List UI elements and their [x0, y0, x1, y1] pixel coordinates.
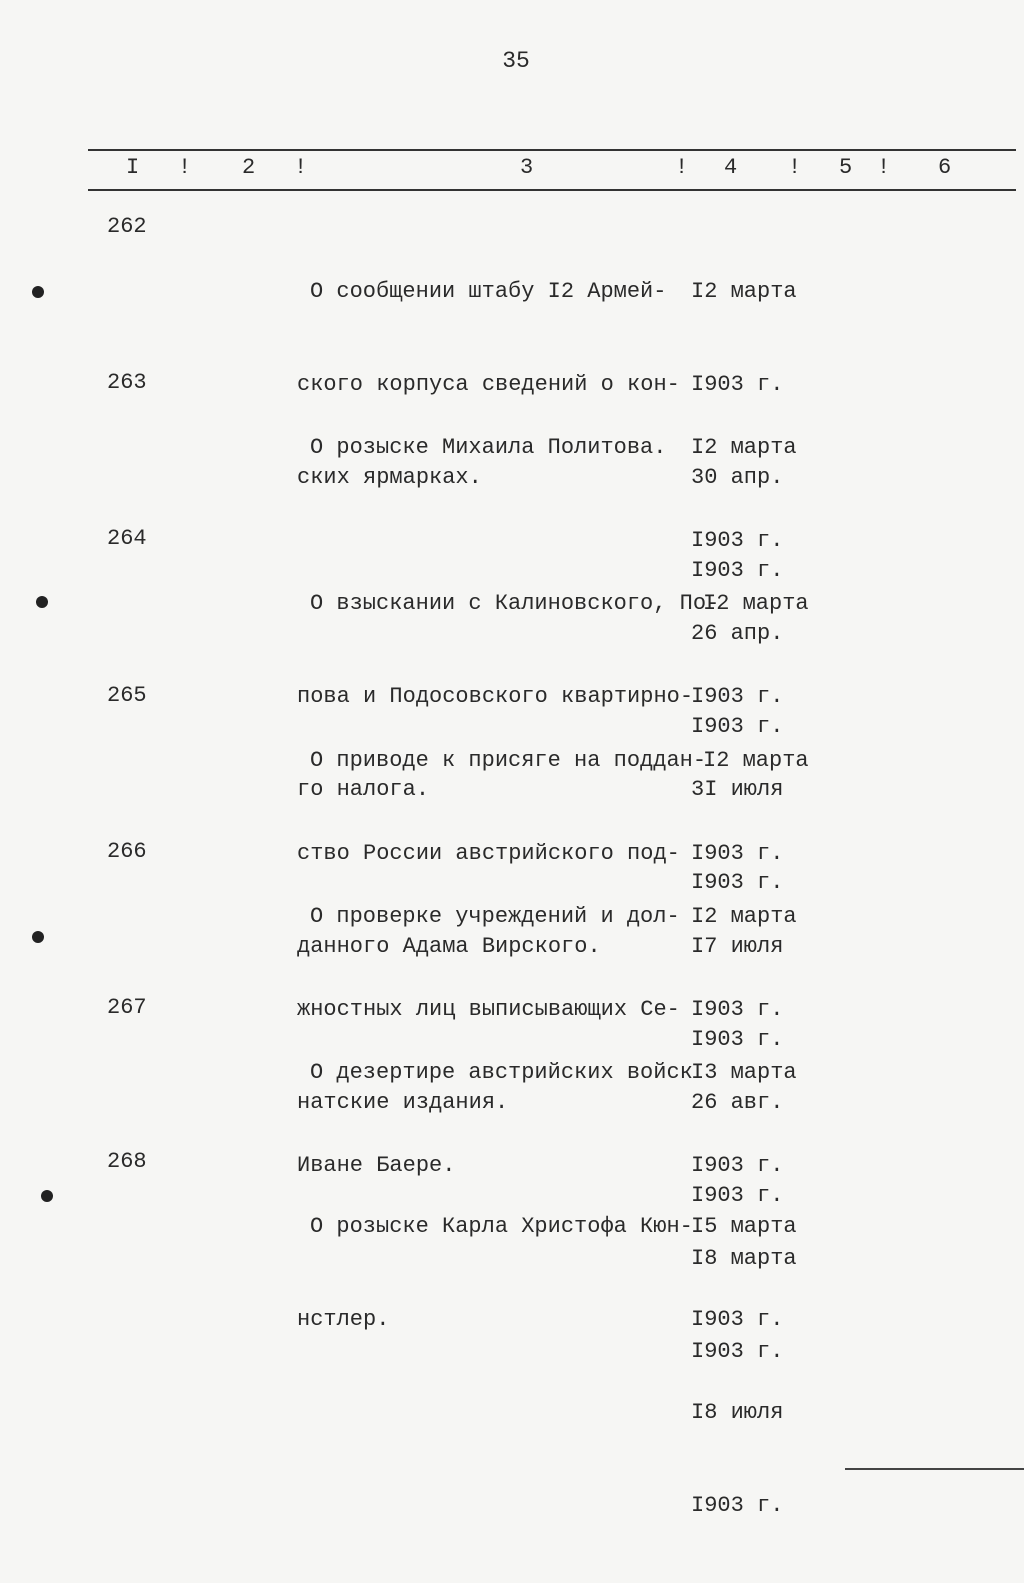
date-line: I903 г.: [691, 1339, 784, 1364]
header-col-6: 6: [938, 155, 952, 180]
date-line: 30 апр.: [691, 465, 784, 490]
description-line: жностных лиц выписывающих Се-: [297, 997, 680, 1022]
description-line: О розыске Михаила Политова.: [310, 435, 667, 460]
footer-rule: [845, 1468, 1024, 1470]
date-line: I903 г.: [691, 1153, 784, 1178]
punch-hole-mark: [36, 596, 48, 608]
punch-hole-mark: [32, 286, 44, 298]
description-line: О сообщении штабу I2 Армей-: [310, 279, 667, 304]
date-line: 26 авг.: [691, 1090, 784, 1115]
table-row: [0, 1149, 1024, 1518]
description-line: го налога.: [297, 777, 430, 802]
entry-number: 264: [107, 526, 147, 551]
date-line: I903 г.: [691, 684, 784, 709]
date-line: I903 г.: [691, 997, 784, 1022]
header-col-4: 4: [724, 155, 738, 180]
description-line: ских ярмарках.: [297, 465, 482, 490]
header-separator: !: [178, 155, 192, 180]
date-line: I903 г.: [691, 1307, 784, 1332]
description-line: нстлер.: [297, 1307, 390, 1332]
entry-number: 266: [107, 839, 147, 864]
date-line: I903 г.: [691, 870, 784, 895]
description-line: О приводе к присяге на поддан-: [310, 748, 707, 773]
entry-number: 263: [107, 370, 147, 395]
header-separator: !: [788, 155, 802, 180]
header-separator: !: [877, 155, 891, 180]
description-line: ство России австрийского под-: [297, 841, 680, 866]
description-line: ского корпуса сведений о кон-: [297, 372, 680, 397]
header-col-3: 3: [520, 155, 534, 180]
entry-dates: [691, 1149, 797, 1583]
description-line: данного Адама Вирского.: [297, 934, 601, 959]
date-line: I903 г.: [691, 558, 784, 583]
date-line: I8 марта: [691, 1246, 797, 1271]
header-bottom-rule: [88, 189, 1016, 191]
punch-hole-mark: [32, 931, 44, 943]
date-line: I903 г.: [691, 1493, 784, 1518]
date-line: I3 марта: [691, 1060, 797, 1085]
description-line: Иване Баере.: [297, 1153, 456, 1178]
header-separator: !: [675, 155, 689, 180]
header-top-rule: [88, 149, 1016, 151]
date-line: I903 г.: [691, 1027, 784, 1052]
date-line: 3I июля: [691, 777, 784, 802]
entry-number: 268: [107, 1149, 147, 1174]
entry-number: 265: [107, 683, 147, 708]
header-col-2: 2: [242, 155, 256, 180]
entry-description: [297, 370, 666, 525]
entry-number: 267: [107, 995, 147, 1020]
date-line: I903 г.: [691, 714, 784, 739]
description-line: О взыскании с Калиновского, По-: [310, 591, 720, 616]
header-col-1: I: [126, 155, 140, 180]
date-line: I2 марта: [691, 435, 797, 460]
description-line: натские издания.: [297, 1090, 509, 1115]
entry-number: 262: [107, 214, 147, 239]
date-line: I2 марта: [691, 279, 797, 304]
description-line: пова и Подосовского квартирно-: [297, 684, 694, 709]
date-line: I2 марта: [703, 748, 809, 773]
header-col-5: 5: [839, 155, 853, 180]
date-line: I2 марта: [691, 904, 797, 929]
date-line: I8 июля: [691, 1400, 784, 1425]
date-line: I7 июля: [691, 934, 784, 959]
header-separator: !: [294, 155, 308, 180]
date-line: I2 марта: [703, 591, 809, 616]
entry-description: [297, 1149, 693, 1397]
description-line: О розыске Карла Христофа Кюн-: [310, 1214, 693, 1239]
page-number: 35: [502, 48, 530, 74]
description-line: О проверке учреждений и дол-: [310, 904, 680, 929]
date-line: I903 г.: [691, 1183, 784, 1208]
description-line: О дезертире австрийских войск: [310, 1060, 693, 1085]
punch-hole-mark: [41, 1190, 53, 1202]
date-line: I903 г.: [691, 528, 784, 553]
date-line: 26 апр.: [691, 621, 784, 646]
date-line: I903 г.: [691, 841, 784, 866]
date-line: I903 г.: [691, 372, 784, 397]
date-line: I5 марта: [691, 1214, 797, 1239]
